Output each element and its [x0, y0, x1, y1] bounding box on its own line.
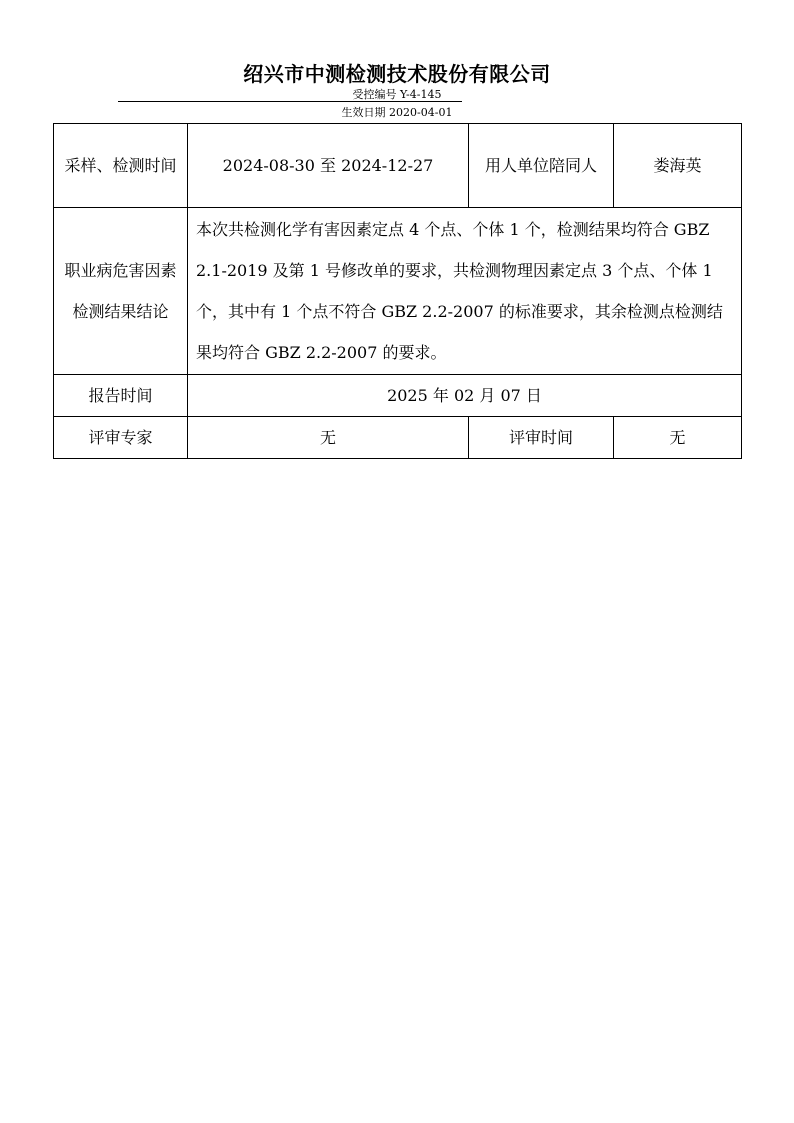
- table-row-sampling: [54, 124, 742, 208]
- control-number: 受控编号 Y-4-145: [352, 88, 442, 101]
- table-row-conclusion: [54, 208, 742, 375]
- sampling-time-value: 2024-08-30 至 2024-12-27: [188, 124, 469, 208]
- table-row-review: [54, 417, 742, 459]
- review-expert-value: 无: [188, 417, 469, 459]
- company-name: 绍兴市中测检测技术股份有限公司: [243, 62, 551, 86]
- table-row-report-time: [54, 375, 742, 417]
- review-time-value: 无: [614, 417, 742, 459]
- review-time-label: 评审时间: [469, 417, 614, 459]
- sampling-time-label: 采样、检测时间: [54, 124, 188, 208]
- report-time-value: 2025 年 02 月 07 日: [188, 375, 742, 417]
- escort-label: 用人单位陪同人: [469, 124, 614, 208]
- report-time-label: 报告时间: [54, 375, 188, 417]
- conclusion-text: 本次共检测化学有害因素定点 4 个点、个体 1 个，检测结果均符合 GBZ 2.1-2019 及第 1 号修改单的要求，共检测物理因素定点 3 个点、个体 1 个，其中有 1 个点不符合 GBZ 2.2-2007 的标准要求，其余检测点检测结果均符合 GBZ 2.2-2007 的要求。: [188, 208, 742, 375]
- header-divider: [118, 101, 462, 102]
- report-table: [53, 123, 742, 459]
- conclusion-label: 职业病危害因素检测结果结论: [54, 208, 188, 375]
- escort-value: 娄海英: [614, 124, 742, 208]
- review-expert-label: 评审专家: [54, 417, 188, 459]
- effective-date: 生效日期 2020-04-01: [341, 106, 453, 119]
